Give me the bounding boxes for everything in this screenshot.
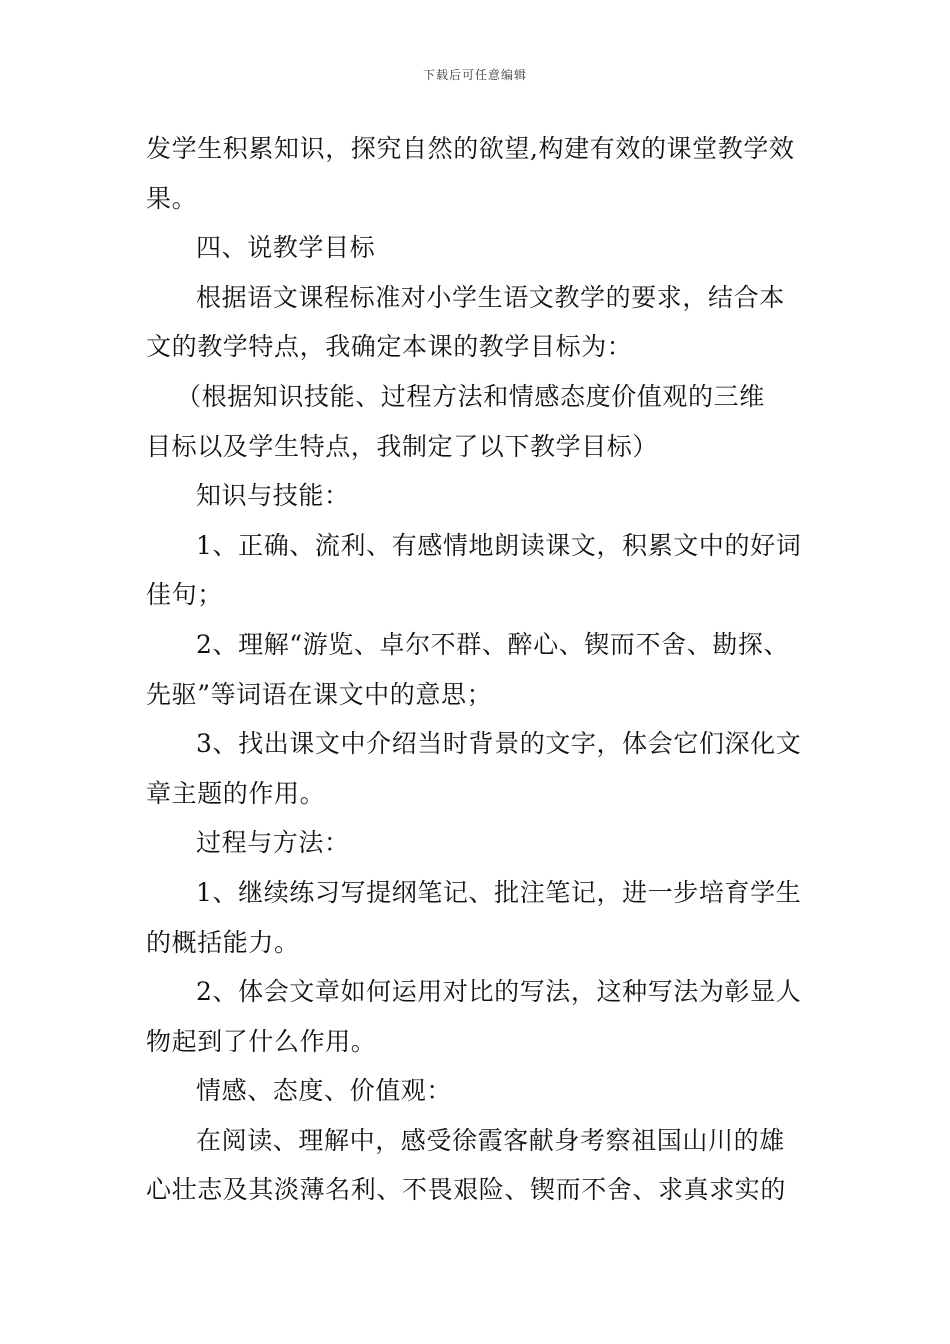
subsection-heading: 知识与技能： <box>196 481 350 511</box>
text-line: 先驱”等词语在课文中的意思； <box>146 679 493 709</box>
text-line: 发学生积累知识，探究自然的欲望,构建有效的课堂教学效 <box>146 134 795 163</box>
text-line: 文的教学特点，我确定本课的教学目标为： <box>146 332 633 362</box>
text-line: （根据知识技能、过程方法和情感态度价值观的三维 <box>176 381 765 411</box>
list-item: 2、理解“游览、卓尔不群、醉心、锲而不舍、勘探、 <box>196 629 790 659</box>
text-line: 在阅读、理解中，感受徐霞客献身考察祖国山川的雄 <box>196 1125 785 1155</box>
list-item: 1、正确、流利、有感情地朗读课文，积累文中的好词 <box>196 530 802 560</box>
text-line: 根据语文课程标准对小学生语文教学的要求，结合本 <box>196 282 785 312</box>
section-heading: 四、说教学目标 <box>196 233 376 263</box>
text-line: 物起到了什么作用。 <box>146 1026 377 1056</box>
text-line: 目标以及学生特点，我制定了以下教学目标） <box>146 431 659 461</box>
text-line: 的概括能力。 <box>146 927 300 957</box>
list-item: 1、继续练习写提纲笔记、批注笔记，进一步培育学生 <box>196 877 802 907</box>
text-line: 佳句； <box>146 580 223 610</box>
page-header: 下载后可任意编辑 <box>422 68 527 82</box>
text-line: 章主题的作用。 <box>146 778 326 808</box>
text-line: 果。 <box>146 183 198 213</box>
text-line: 心壮志及其淡薄名利、不畏艰险、锲而不舍、求真求实的 <box>146 1175 787 1205</box>
subsection-heading: 过程与方法： <box>196 828 350 858</box>
list-item: 3、找出课文中介绍当时背景的文字，体会它们深化文 <box>196 729 802 759</box>
list-item: 2、体会文章如何运用对比的写法，这种写法为彰显人 <box>196 977 802 1007</box>
subsection-heading: 情感、态度、价值观： <box>196 1076 453 1106</box>
document-body <box>146 124 808 1215</box>
